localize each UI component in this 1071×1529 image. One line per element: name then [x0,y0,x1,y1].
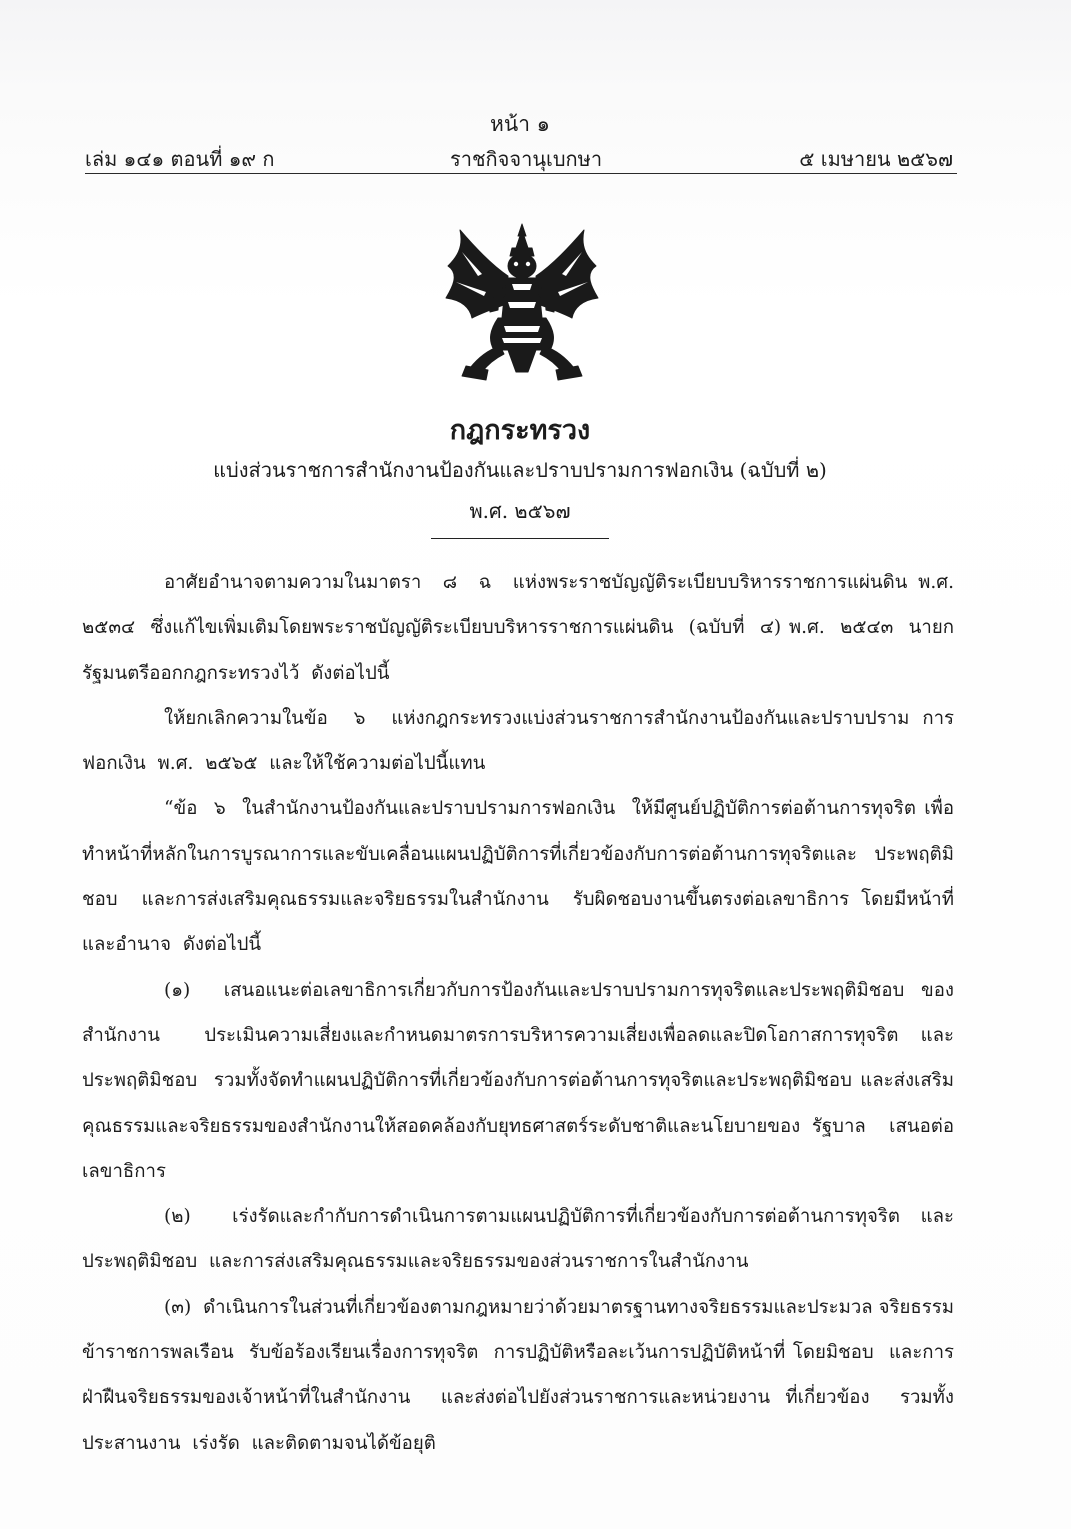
gazette-name: ราชกิจจานุเบกษา [450,147,603,171]
document-year: พ.ศ. ๒๕๖๗ [469,499,571,523]
paragraph-item-1: (๑) เสนอแนะต่อเลขาธิการเกี่ยวกับการป้องกันและปราบปรามการทุจริตและประพฤติมิชอบ ของสำนักงาน ประเมินความเสี่ยงและกำหนดมาตรการบริหารความเสี่ยงเพื่อลดและปิดโอกาสการทุจริต และประพฤติมิชอบ รวมทั้งจัดทำแผนปฏิบัติการที่เกี่ยวข้องกับการต่อต้านการทุจริตและประพฤติมิชอบ และส่งเสริมคุณธรรมและจริยธรรมของสำนักงานให้สอดคล้องกับยุทธศาสตร์ระดับชาติและนโยบายของ รัฐบาล เสนอต่อเลขาธิการ [82,979,954,1182]
publish-date: ๕ เมษายน ๒๕๖๗ [799,147,953,171]
paragraph-item-2: (๒) เร่งรัดและกำกับการดำเนินการตามแผนปฏิบัติการที่เกี่ยวข้องกับการต่อต้านการทุจริต และประพฤติมิชอบ และการส่งเสริมคุณธรรมและจริยธรรมของส่วนราชการในสำนักงาน [82,1206,954,1273]
header-rule [85,173,957,174]
document-title: กฎกระทรวง [449,415,591,446]
paragraph-clause-6: “ข้อ ๖ ในสำนักงานป้องกันและปราบปรามการฟอกเงิน ให้มีศูนย์ปฏิบัติการต่อต้านการทุจริต เพื่อทำหน้าที่หลักในการบูรณาการและขับเคลื่อนแผนปฏิบัติการที่เกี่ยวข้องกับการต่อต้านการทุจริตและ ประพฤติมิชอบ และการส่งเสริมคุณธรรมและจริยธรรมในสำนักงาน รับผิดชอบงานขึ้นตรงต่อเลขาธิการ โดยมีหน้าที่และอำนาจ ดังต่อไปนี้ [82,798,954,956]
paragraph-repeal: ให้ยกเลิกความในข้อ ๖ แห่งกฎกระทรวงแบ่งส่วนราชการสำนักงานป้องกันและปราบปราม การฟอกเงิน พ.ศ. ๒๕๖๕ และให้ใช้ความต่อไปนี้แทน [82,707,954,775]
title-rule [431,538,609,539]
document-subtitle: แบ่งส่วนราชการสำนักงานป้องกันและปราบปรามการฟอกเงิน (ฉบับที่ ๒) [213,458,827,482]
gazette-header [85,143,955,173]
volume-issue: เล่ม ๑๔๑ ตอนที่ ๑๙ ก [85,147,275,171]
paragraph-authority: อาศัยอำนาจตามความในมาตรา ๘ ฉ แห่งพระราชบัญญัติระเบียบบริหารราชการแผ่นดิน พ.ศ. ๒๕๓๔ ซึ่งแก้ไขเพิ่มเติมโดยพระราชบัญญัติระเบียบบริหารราชการแผ่นดิน (ฉบับที่ ๔) พ.ศ. ๒๕๔๓ นายกรัฐมนตรีออกกฎกระทรวงไว้ ดังต่อไปนี้ [82,572,966,684]
document-body [82,560,966,1466]
garuda-emblem-icon [442,222,602,382]
page-number: หน้า ๑ [490,112,550,136]
paragraph-item-3: (๓) ดำเนินการในส่วนที่เกี่ยวข้องตามกฎหมายว่าด้วยมาตรฐานทางจริยธรรมและประมวล จริยธรรมข้าราชการพลเรือน รับข้อร้องเรียนเรื่องการทุจริต การปฏิบัติหรือละเว้นการปฏิบัติหน้าที่ โดยมิชอบ และการฝ่าฝืนจริยธรรมของเจ้าหน้าที่ในสำนักงาน และส่งต่อไปยังส่วนราชการและหน่วยงาน ที่เกี่ยวข้อง รวมทั้งประสานงาน เร่งรัด และติดตามจนได้ข้อยุติ [82,1296,954,1454]
